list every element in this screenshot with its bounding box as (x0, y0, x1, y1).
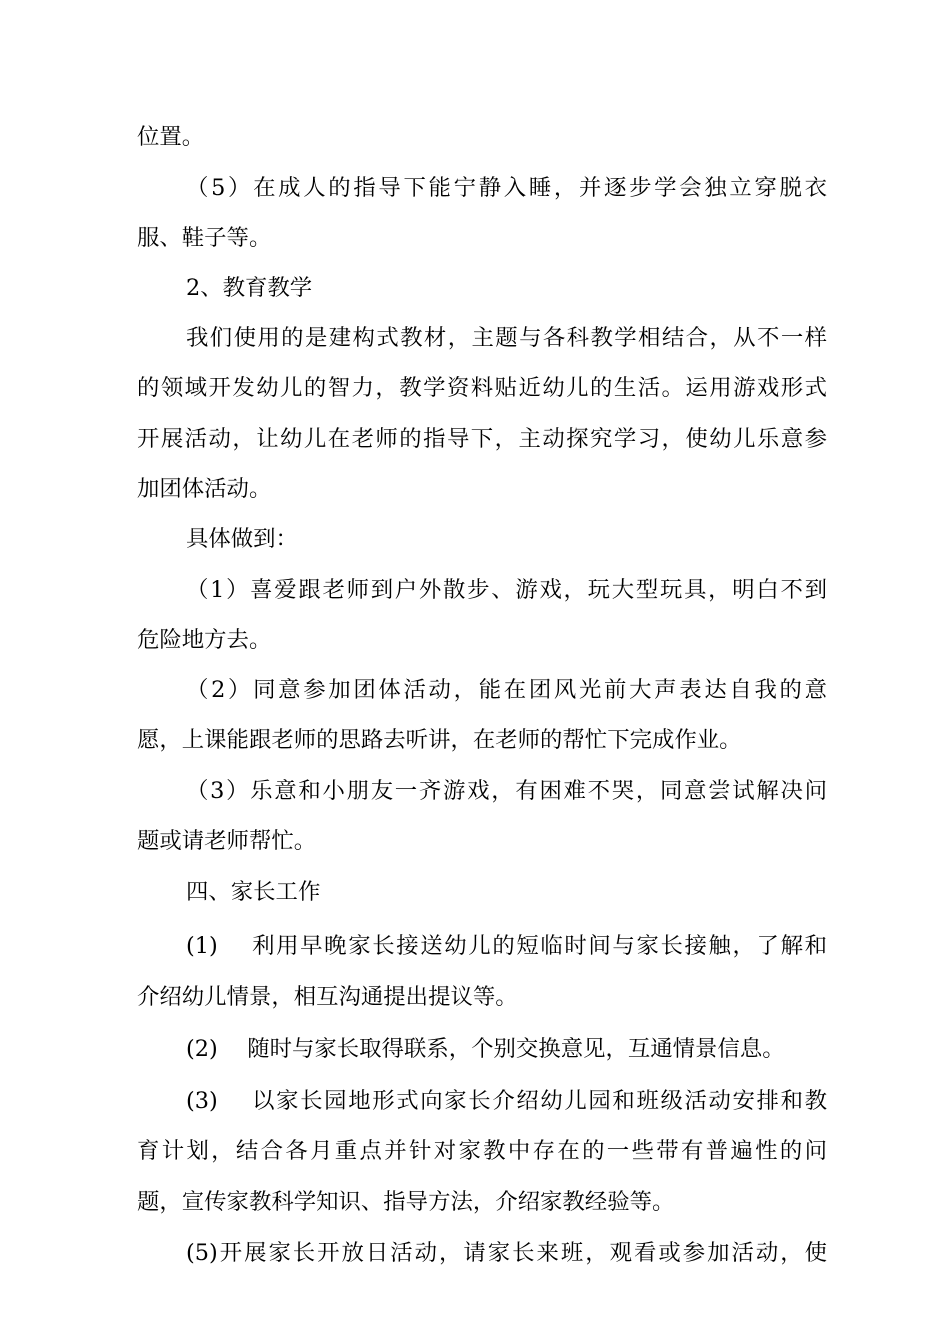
text-line: (2) 随时与家长取得联系，个别交换意见，互通情景信息。 (186, 1036, 785, 1062)
text-line: 的领域开发幼儿的智力，教学资料贴近幼儿的生活。运用游戏形式 (137, 375, 827, 401)
section-heading: 四、家长工作 (186, 879, 321, 905)
text-line: 服、鞋子等。 (137, 225, 272, 251)
text-line: (5)开展家长开放日活动，请家长来班，观看或参加活动，使 (186, 1240, 827, 1266)
text-line: 介绍幼儿情景，相互沟通提出提议等。 (137, 984, 518, 1010)
text-line: 加团体活动。 (137, 476, 272, 502)
text-line: （1）喜爱跟老师到户外散步、游戏，玩大型玩具，明白不到 (186, 577, 827, 603)
section-heading: 2、教育教学 (186, 275, 313, 301)
text-line: （5）在成人的指导下能宁静入睡，并逐步学会独立穿脱衣 (186, 175, 827, 201)
text-line: 危险地方去。 (137, 627, 272, 653)
text-line: (1) 利用早晚家长接送幼儿的短临时间与家长接触，了解和 (186, 933, 827, 959)
text-line: 我们使用的是建构式教材，主题与各科教学相结合，从不一样 (186, 325, 827, 351)
text-line: 题，宣传家教科学知识、指导方法，介绍家教经验等。 (137, 1189, 675, 1215)
text-line: 位置。 (137, 124, 205, 150)
text-line: 开展活动，让幼儿在老师的指导下，主动探究学习，使幼儿乐意参 (137, 426, 827, 452)
text-line: (3) 以家长园地形式向家长介绍幼儿园和班级活动安排和教 (186, 1088, 827, 1114)
text-line: 愿，上课能跟老师的思路去听讲，在老师的帮忙下完成作业。 (137, 727, 742, 753)
text-line: （2）同意参加团体活动，能在团风光前大声表达自我的意 (186, 677, 827, 703)
text-line: 育计划，结合各月重点并针对家教中存在的一些带有普遍性的问 (137, 1138, 827, 1164)
text-line: 具体做到： (186, 526, 298, 552)
text-line: （3）乐意和小朋友一齐游戏，有困难不哭，同意尝试解决问 (186, 778, 827, 804)
text-line: 题或请老师帮忙。 (137, 828, 317, 854)
